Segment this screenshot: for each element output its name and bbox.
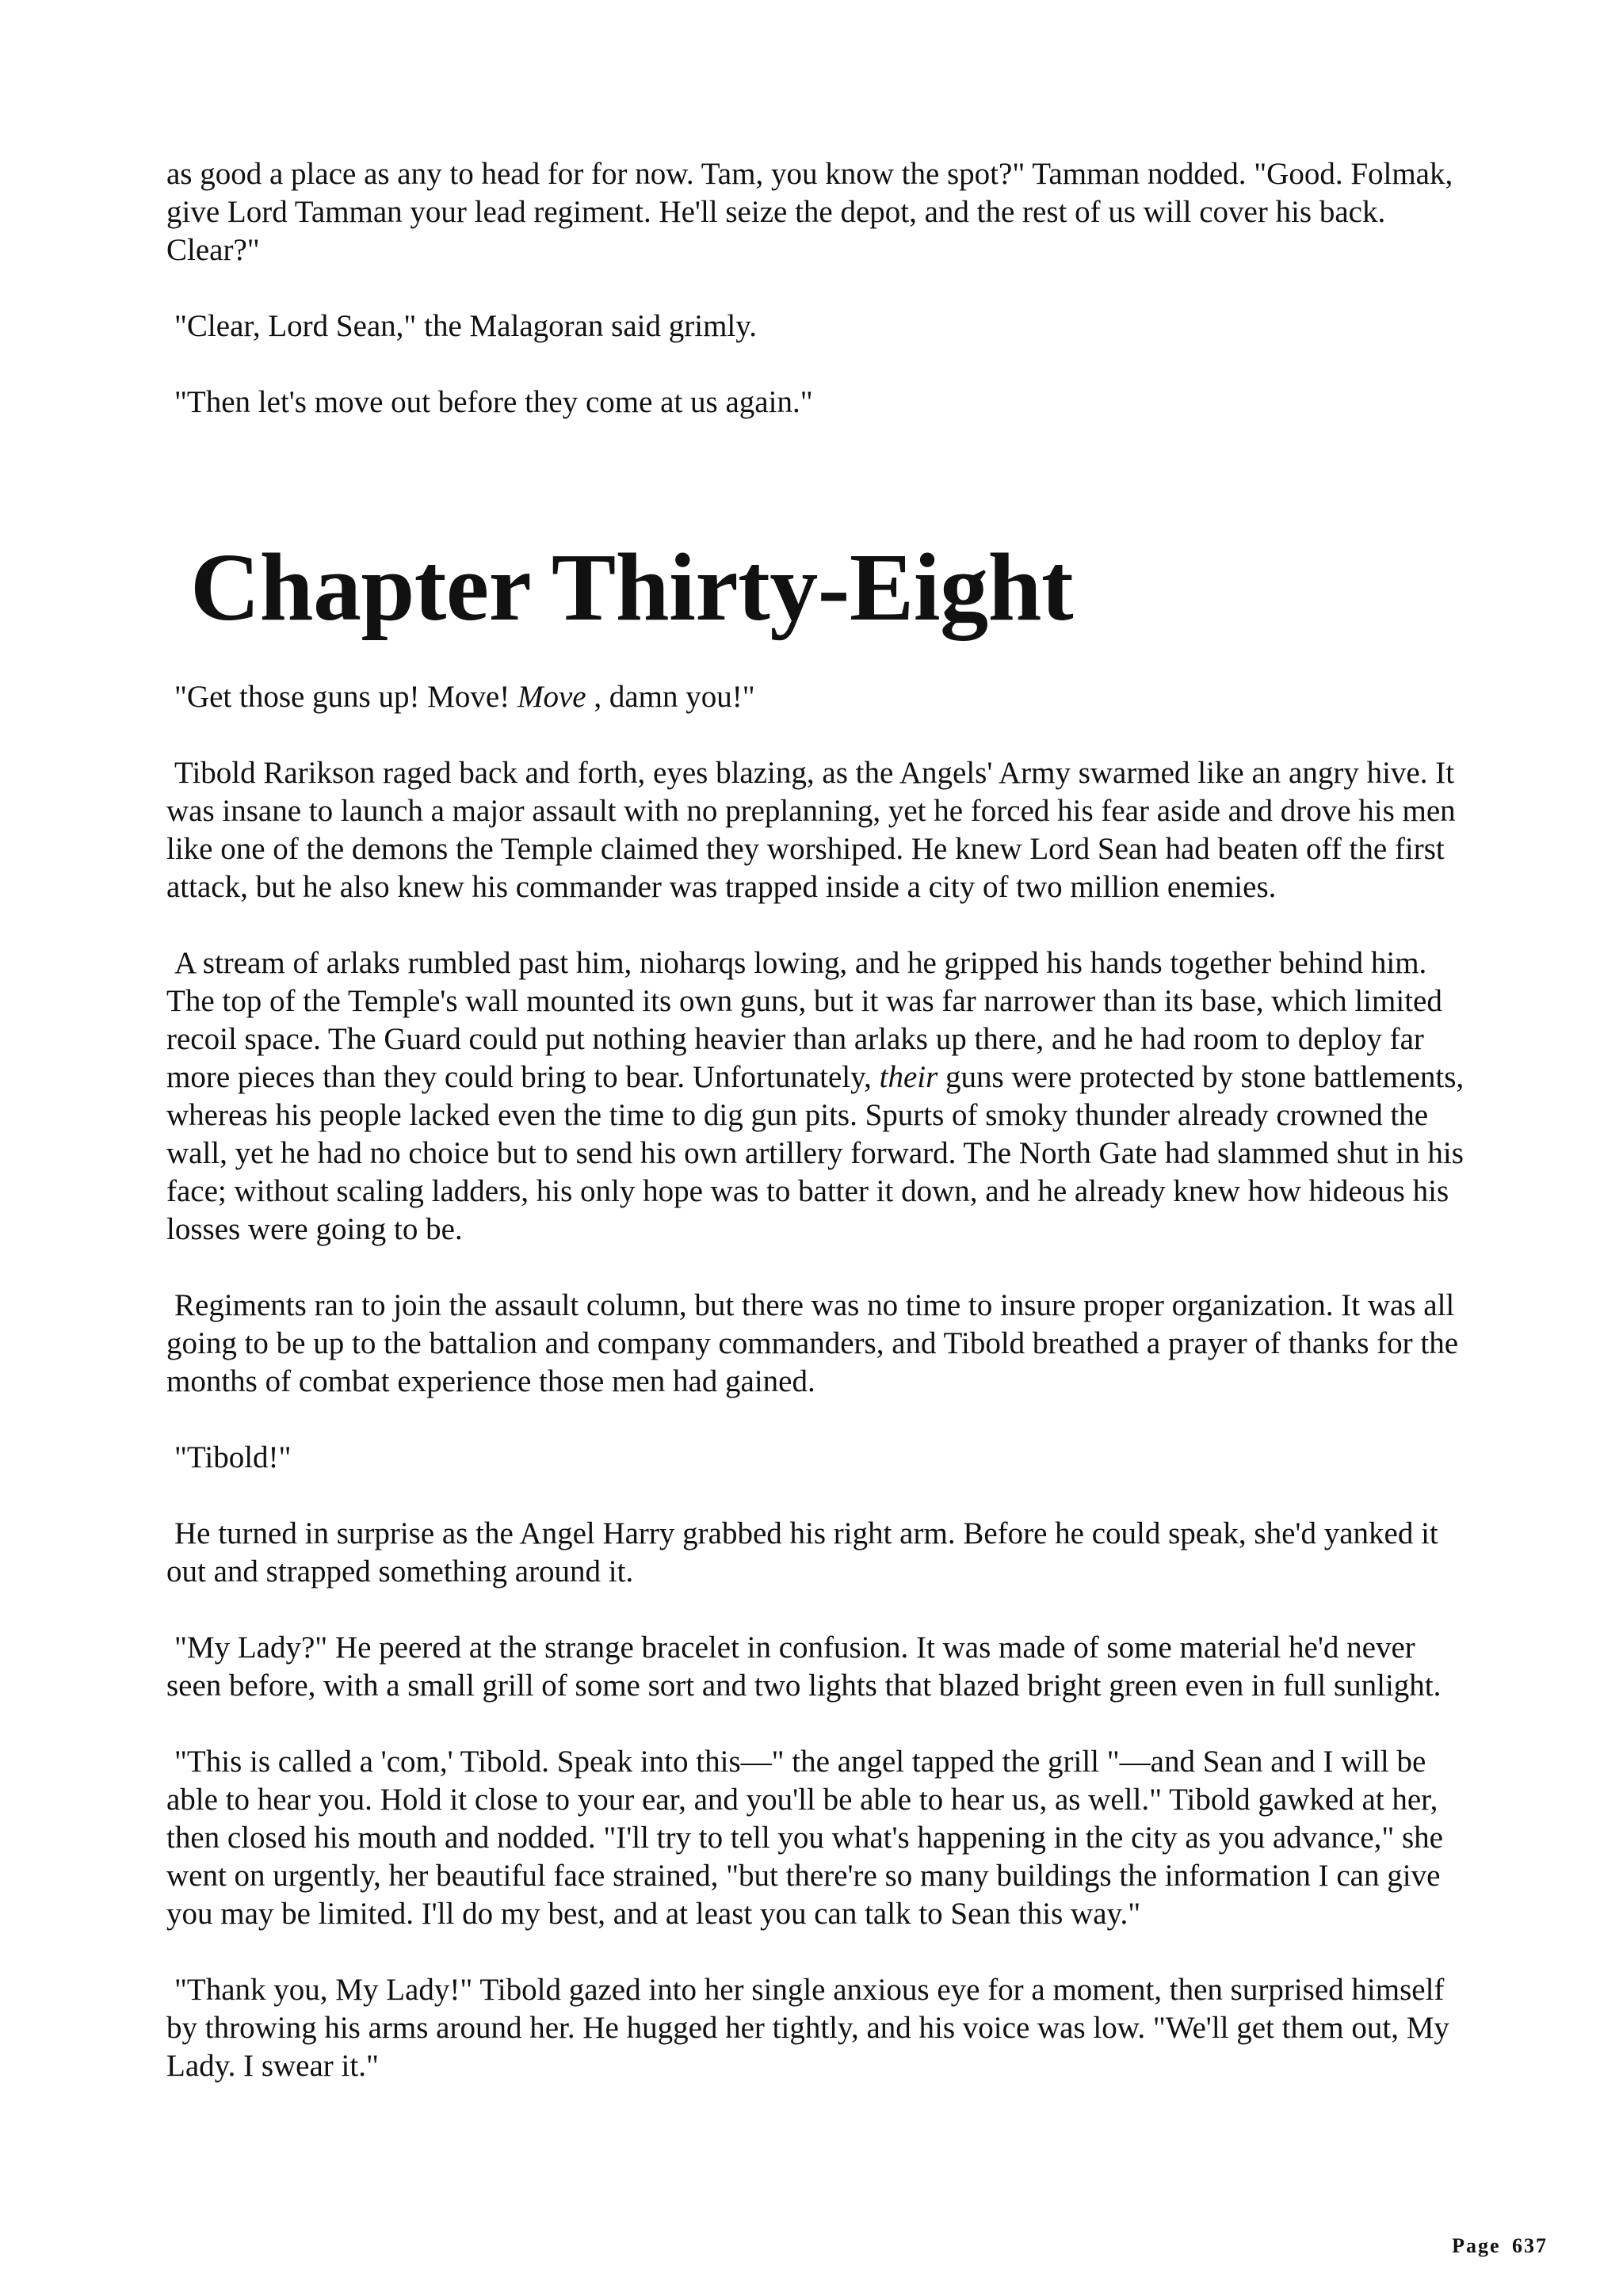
page-number: Page 637	[1452, 2234, 1548, 2257]
paragraph-tibold-call: "Tibold!"	[174, 1440, 292, 1474]
text-segment: guns were protected by stone battlements, whereas his people lacked even the time to dig gun pits. Spurts of smoky thunder already crowned the wall, yet he had no choice but to send his own artillery forward. The North Gate had slammed shut in his face; without scaling ladders, his only hope was to batter it down, and he already knew how hideous his losses were going to be.	[166, 1060, 1465, 1246]
paragraph-angel-harry: He turned in surprise as the Angel Harry grabbed his right arm. Before he could speak, she'd yanked it out and strapped something around it.	[166, 1516, 1438, 1589]
paragraph-tibold-raged: Tibold Rarikson raged back and forth, eyes blazing, as the Angels' Army swarmed like an angry hive. It was insane to launch a major assault with no preplanning, yet he forced his fear aside and drove his men like one of the demons the Temple claimed they worshiped. He knew Lord Sean had beaten off the first attack, but he also knew his commander was trapped inside a city of two million enemies.	[166, 756, 1456, 904]
paragraph-regiments: Regiments ran to join the assault column, but there was no time to insure proper organization. It was all going to be up to the battalion and company commanders, and Tibold breathed a prayer of thanks for the months of combat experience those men had gained.	[166, 1288, 1459, 1398]
paragraph-my-lady: "My Lady?" He peered at the strange bracelet in confusion. It was made of some material he'd never seen before, with a small grill of some sort and two lights that blazed bright green even in full sunlight.	[166, 1630, 1442, 1703]
paragraph-get-guns-up	[166, 678, 1466, 716]
paragraph-dialogue-clear: "Clear, Lord Sean," the Malagoran said grimly.	[174, 309, 757, 343]
paragraph-continuation: as good a place as any to head for for now. Tam, you know the spot?" Tamman nodded. "Good. Folmak, give Lord Tamman your lead regiment. He'll seize the depot, and the rest of us will cover his back. Clear?"	[166, 157, 1453, 267]
paragraph-com: "This is called a 'com,' Tibold. Speak into this—" the angel tapped the grill "—and Sean and I will be able to hear you. Hold it close to your ear, and you'll be able to hear us, as well." Tibold gawked at her, then closed his mouth and nodded. "I'll try to tell you what's happening in the city as you advance," she went on urgently, her beautiful face strained, "but there're so many buildings the information I can give you may be limited. I'll do my best, and at least you can talk to Sean this way."	[166, 1745, 1443, 1931]
paragraph-stream-of-arlaks	[166, 944, 1466, 1249]
emphasis-text: their	[879, 1060, 938, 1094]
chapter-title: Chapter Thirty-Eight	[190, 534, 1074, 641]
emphasis-text: Move	[517, 680, 586, 714]
paragraph-dialogue-move-out: "Then let's move out before they come at us again."	[174, 385, 813, 419]
text-segment: "Get those guns up! Move!	[174, 680, 517, 714]
paragraph-thank-you: "Thank you, My Lady!" Tibold gazed into her single anxious eye for a moment, then surprised himself by throwing his arms around her. He hugged her tightly, and his voice was low. "We'll get them out, My Lady. I swear it."	[166, 1973, 1449, 2083]
text-segment: , damn you!"	[586, 680, 755, 714]
page-body	[166, 155, 1466, 2123]
text-segment: A stream of arlaks rumbled past him, nioharqs lowing, and he gripped his hands together behind him. The top of the Temple's wall mounted its own guns, but it was far narrower than its base, which limited recoil space. The Guard could put nothing heavier than arlaks up there, and he had room to deploy far more pieces than they could bring to bear. Unfortunately,	[166, 946, 1442, 1094]
